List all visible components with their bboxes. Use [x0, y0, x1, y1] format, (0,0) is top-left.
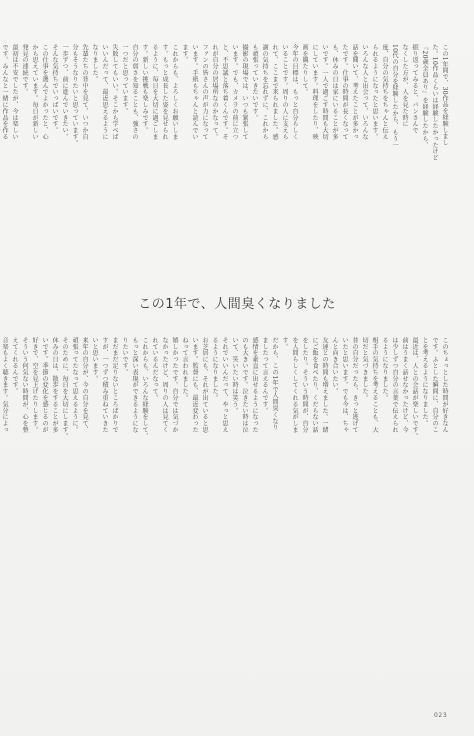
text-column: だから、この1年で人間臭くなり: [271, 337, 278, 431]
text-column: 画を観たりして。: [301, 44, 308, 96]
text-column: にご飯を食べたり、くだらない話: [311, 337, 318, 433]
text-column: す。もっと成長した姿を見せられ: [161, 44, 168, 140]
text-column: るようになりました。: [381, 337, 388, 401]
text-column: ねって言われました。: [181, 337, 188, 401]
text-column: いです。季節の変化を感じるのが: [41, 337, 48, 433]
text-column: いることです。周りの人に支えら: [281, 44, 288, 140]
text-column: れて、ここまで来られました。感: [271, 44, 278, 140]
text-column: これからも、よろしくお願いしま: [171, 44, 178, 140]
text-column: も、休みの日は家にいることが多: [331, 44, 338, 140]
text-column: たです。仕事の時間が長くなって: [341, 44, 348, 140]
text-column: りたいです。: [121, 337, 128, 376]
text-column: ましたって言えるんです。: [261, 337, 268, 414]
text-column: もっと深い表現ができるようにな: [131, 337, 138, 433]
text-column: 来年の自分が、今の自分を見て、: [81, 337, 88, 433]
text-column: そういう何気ない時間が、心を整: [21, 337, 28, 433]
text-column: いと思います。: [91, 337, 98, 382]
text-column: 今年の目標は、もっと自分らしく: [291, 44, 298, 140]
section-heading: この1年で、人間臭くなりました: [138, 297, 336, 312]
text-column: るようになりました。: [211, 337, 218, 401]
article-text-bottom: [1, 337, 448, 659]
text-column: も頑張っていきたいです。: [251, 44, 258, 121]
text-column: このちょっとした時間が好きなん: [441, 337, 448, 433]
text-column: います。手紙もちゃんと読んでい: [191, 44, 198, 140]
text-column: れているんだなって。: [151, 337, 158, 401]
text-column: とを考えるようになりました。: [421, 337, 428, 427]
text-column: にしています。料理をしたり、映: [311, 44, 318, 140]
text-column: 10代の自分を経験したから、もう一: [391, 44, 398, 149]
text-column: です。みんなと一緒に作品を作る: [1, 44, 8, 140]
text-column: 『20歳全員あり』を経験したから、: [421, 44, 428, 149]
text-column: です。ふとした瞬間に、自分のこ: [431, 337, 438, 433]
text-column: 切だと気づきました。: [361, 337, 368, 401]
text-column: 分もそうなりたいと思っています。: [71, 44, 78, 147]
text-column: お芝居にも、それが出ていると思: [201, 337, 208, 433]
article-text-top: [1, 44, 448, 270]
text-column: 発見の連続です。: [21, 44, 28, 96]
text-column: 嬉しかったです。自分では気づか: [171, 337, 178, 433]
text-column: この1年間で、30作品を経験しまし: [441, 44, 448, 147]
text-column: 昔の自分だったら、きっと逃げて: [351, 337, 358, 433]
text-column: まだまだ足りないところばかりで: [111, 337, 118, 433]
text-column: 話を聞いて、考えたことが多かっ: [351, 44, 358, 140]
text-column: ます。: [181, 44, 188, 64]
text-column: す。新しい挑戦も楽しみです。: [141, 44, 148, 134]
text-column: そんな気持ちでいっぱいです。: [51, 44, 58, 134]
text-column: なりました。: [91, 44, 98, 83]
text-column: んと向き合いたい。: [331, 337, 338, 395]
text-column: 好きで、空を見上げたりします。: [31, 337, 38, 433]
text-column: 撮影の現場では、いつも緊張して: [241, 44, 248, 140]
text-column: は少しずつ自分の言葉で伝えられ: [391, 337, 398, 433]
text-column: すが、一つずつ積み重ねていきた: [101, 337, 108, 433]
text-column: から思えています。毎日が新しい: [31, 44, 38, 140]
text-column: いいんだって、最近思えるように: [101, 44, 108, 140]
text-column: 感情を素直に出せるようになった: [251, 337, 258, 433]
text-column: いて、笑いたい時は笑う。: [231, 337, 238, 414]
text-column: そのために、毎日を大切にします。: [61, 337, 68, 440]
text-column: 一歩ずつ、前に進んでいきたい。: [61, 44, 68, 140]
text-column: ファンの皆さんの声が力になって: [201, 44, 208, 140]
text-column: 最近は、人との会話が楽しいです。: [411, 337, 418, 440]
text-column: いたと思います。でも今は、ちゃ: [341, 337, 348, 433]
text-column: 度、自分の気持ちをちゃんと伝え: [381, 44, 388, 140]
text-column: います。でも、カメラの前に立つ: [231, 44, 238, 140]
text-column: 頑張ってたなって思えるように。: [71, 337, 78, 433]
text-column: 最初は不安でしたが、今は楽しい: [11, 44, 18, 140]
text-column: 振り返ってみると、パンさんで: [411, 44, 418, 134]
text-column: られるようになったと思います。: [371, 44, 378, 140]
text-column: た。10作品くらいは経験したかったけど: [431, 44, 438, 162]
page-number: 023: [434, 712, 448, 719]
text-column: なくした方が、人を見た時に: [401, 44, 408, 128]
text-column: るように、毎日を大切に過ごしま: [151, 44, 158, 140]
text-column: と、不思議と落ち着くんです。そ: [221, 44, 228, 140]
text-column: 一つだと思っています。: [121, 44, 128, 115]
text-column: いろんな人と出会って、いろんな: [361, 44, 368, 140]
text-column: います。監督にも、最近変わった: [191, 337, 198, 433]
text-column: なかったけど、周りの人は見てく: [161, 337, 168, 433]
text-column: 友達との時間も増えました。一緒: [321, 337, 328, 433]
text-column: この仕事を選んでよかったと、心: [41, 44, 48, 140]
text-column: 前はうまく話せなかったけど、今: [401, 337, 408, 433]
text-column: それでいいんだって、やっと思え: [221, 337, 228, 433]
text-column: れが自分の居場所なのかなって。: [211, 44, 218, 140]
text-column: を人間らしくしてくれる気がしま: [291, 337, 298, 433]
text-column: えてくれるんです。: [11, 337, 18, 395]
text-column: をしたり。そういう時間が、自分: [301, 337, 308, 433]
text-column: いです。一人で過ごす時間も大切: [321, 44, 328, 140]
text-column: これからも、いろんな経験をして、: [141, 337, 148, 440]
text-column: 相手の気持ちを考えることも、大: [371, 337, 378, 433]
text-column: 先輩たちの背中を見て、いつか自: [81, 44, 88, 140]
text-column: す。: [281, 337, 288, 350]
text-column: 自分の弱さを知ることも、強さの: [131, 44, 138, 140]
text-column: のも大きいです。泣きたい時は泣: [241, 337, 248, 433]
text-column: 音楽もよく聴きます。気分によっ: [1, 337, 8, 433]
text-column: 謝の気持ちを忘れずに、これから: [261, 44, 268, 140]
text-column: 失敗してもいい。そこから学べば: [111, 44, 118, 140]
text-column: 休みの日は、散歩をすることが多: [51, 337, 58, 433]
